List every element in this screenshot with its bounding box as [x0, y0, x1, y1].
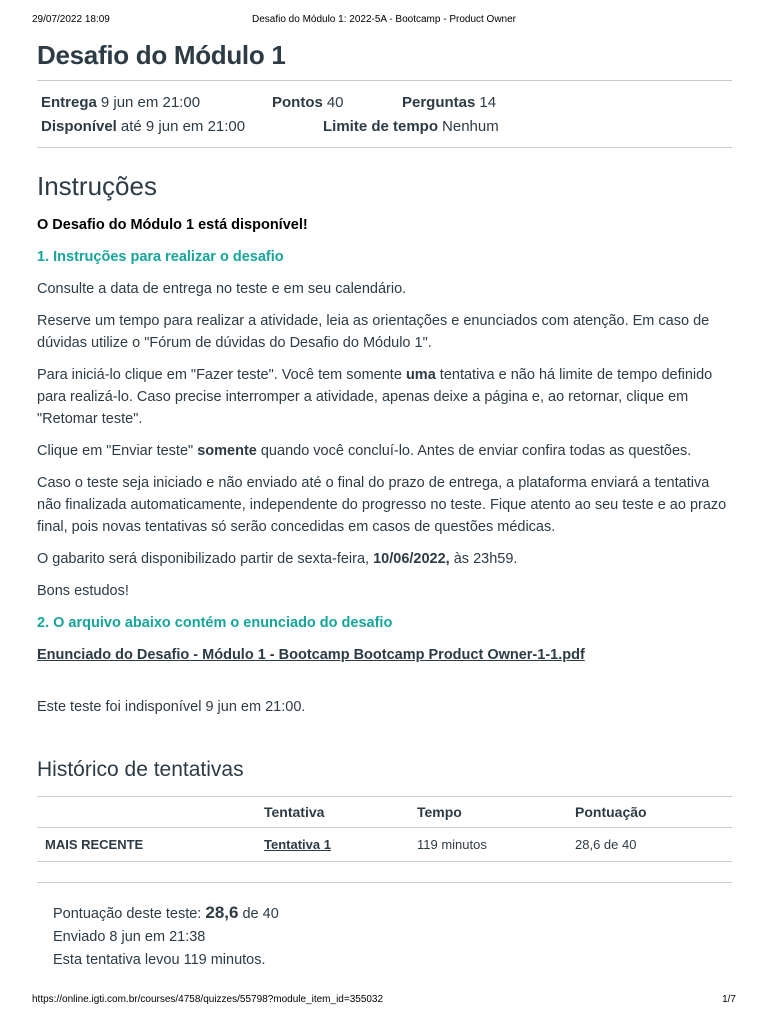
emphasis-text: somente	[197, 443, 257, 459]
questions-label: Perguntas	[402, 94, 476, 111]
column-header: Tempo	[409, 797, 567, 828]
instructions-heading: Instruções	[37, 171, 157, 201]
quiz-details-row	[41, 115, 728, 139]
due-date	[41, 91, 200, 115]
available-value: até 9 jun em 21:00	[120, 118, 246, 135]
time-limit-value: Nenhum	[442, 118, 499, 135]
text-run: quando você concluí-lo. Antes de enviar confira todas as questões.	[256, 443, 692, 459]
print-date: 29/07/2022 18:09	[32, 14, 110, 25]
attempt-history-table	[37, 796, 732, 862]
available-label: Disponível	[41, 118, 117, 135]
time-limit	[323, 115, 499, 139]
score-line	[53, 901, 732, 926]
emphasis-text: 10/06/2022,	[373, 551, 450, 567]
instruction-paragraph	[37, 440, 732, 462]
score-total: de 40	[242, 906, 279, 922]
instruction-paragraph: Consulte a data de entrega no teste e em seu calendário.	[37, 281, 407, 297]
available-notice: O Desafio do Módulo 1 está disponível!	[37, 217, 308, 233]
quiz-details-row	[41, 91, 728, 115]
questions-value: 14	[479, 94, 497, 111]
step1-heading: 1. Instruções para realizar o desafio	[37, 249, 284, 265]
text-run: Para iniciá-lo clique em "Fazer teste". Você tem somente	[37, 367, 406, 383]
due-label: Entrega	[41, 94, 97, 111]
divider	[37, 147, 732, 148]
instruction-paragraph	[37, 548, 732, 570]
page-url: https://online.igti.com.br/courses/4758/quizzes/55798?module_item_id=355032	[32, 994, 384, 1005]
print-page-title: Desafio do Módulo 1: 2022-5A - Bootcamp - Product Owner	[251, 14, 517, 25]
print-header	[32, 14, 736, 28]
text-run: O gabarito será disponibilizado partir de sexta-feira,	[37, 551, 374, 567]
points-label: Pontos	[272, 94, 323, 111]
points-value: 40	[326, 94, 344, 111]
duration-line: Esta tentativa levou 119 minutos.	[53, 952, 266, 968]
time-limit-label: Limite de tempo	[323, 118, 439, 135]
instruction-paragraph: Bons estudos!	[37, 583, 129, 599]
quiz-details	[37, 81, 732, 147]
emphasis-text: uma	[405, 367, 436, 383]
attempt-summary	[37, 883, 732, 972]
table-header-row	[37, 797, 732, 828]
page-number: 1/7	[722, 994, 736, 1005]
table-row	[37, 828, 732, 862]
attempt-score: 28,6 de 40	[567, 828, 732, 862]
text-run: às 23h59.	[449, 551, 518, 567]
column-header	[37, 797, 256, 828]
text-run: tentativa e não há limite de tempo definido para realizá-lo. Caso precise interromper a atividade, apenas deixe a página e, ao retornar, clique em "Retomar teste".	[37, 367, 713, 427]
instruction-paragraph: Reserve um tempo para realizar a atividade, leia as orientações e enunciados com atenção. Em caso de dúvidas utilize o "Fórum de dúvidas do Desafio do Módulo 1".	[37, 313, 710, 351]
page-title: Desafio do Módulo 1	[37, 40, 286, 70]
questions	[402, 91, 496, 115]
column-header: Pontuação	[567, 797, 732, 828]
quiz-content	[37, 38, 732, 972]
points	[272, 91, 344, 115]
step2-heading: 2. O arquivo abaixo contém o enunciado do desafio	[37, 615, 393, 631]
print-footer	[32, 994, 736, 1008]
due-value: 9 jun em 21:00	[100, 94, 201, 111]
available-until	[41, 115, 245, 139]
instruction-paragraph	[37, 364, 732, 430]
attempt-label: MAIS RECENTE	[37, 828, 256, 862]
availability-note: Este teste foi indisponível 9 jun em 21:00.	[37, 699, 306, 715]
text-run: Clique em "Enviar teste"	[37, 443, 198, 459]
column-header: Tentativa	[256, 797, 409, 828]
instruction-paragraph: Caso o teste seja iniciado e não enviado até o final do prazo de entrega, a plataforma enviará a tentativa não finalizada automaticamente, independente do progresso no teste. Fique atento ao seu teste e ao prazo final, pois novas tentativas só serão concedidas em casos de questões médicas.	[37, 475, 727, 535]
attempt-time: 119 minutos	[409, 828, 567, 862]
score-label: Pontuação deste teste:	[53, 906, 202, 922]
attempt-history-heading: Histórico de tentativas	[37, 758, 244, 781]
attempt-link[interactable]: Tentativa 1	[264, 837, 331, 852]
challenge-file-link[interactable]: Enunciado do Desafio - Módulo 1 - Bootcamp Bootcamp Product Owner-1-1.pdf	[37, 647, 585, 663]
submitted-line: Enviado 8 jun em 21:38	[53, 929, 206, 945]
score-value: 28,6	[205, 903, 239, 922]
